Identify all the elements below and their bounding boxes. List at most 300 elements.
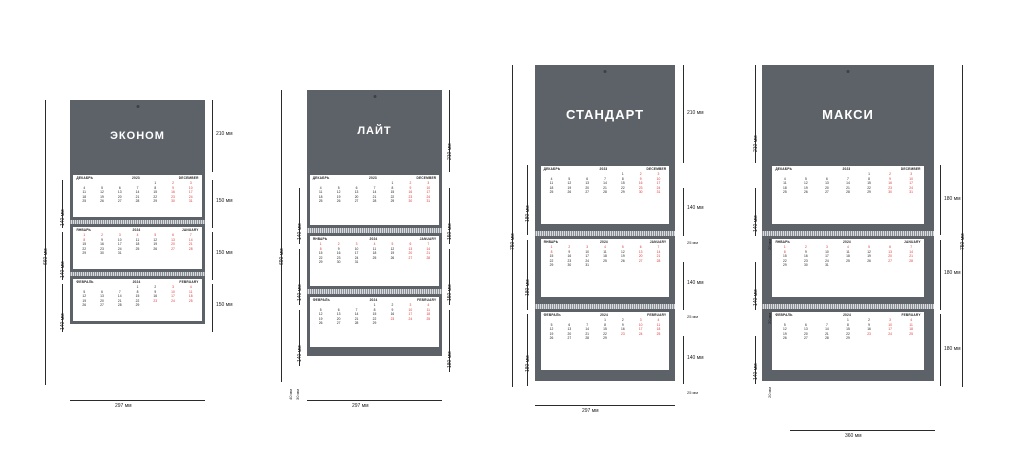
day-cell: 7: [847, 176, 849, 181]
month-year: 2024: [843, 240, 851, 244]
day-cell: 6: [337, 307, 340, 312]
day-cell: 19: [153, 242, 158, 247]
day-cell: 24: [638, 331, 643, 336]
day-cell: 30: [408, 199, 413, 204]
day-cell: 21: [909, 254, 913, 259]
day-cell: 30: [567, 263, 572, 268]
day-cell: 16: [390, 312, 395, 317]
day-cell: 6: [568, 322, 571, 327]
day-cell: 25: [82, 199, 87, 204]
day-cell: 7: [373, 185, 376, 190]
day-cell: 28: [135, 199, 140, 204]
day-cell: [146, 251, 164, 256]
day-cell: 12: [318, 312, 323, 317]
day-cell: 7: [826, 322, 828, 327]
day-cell: 2: [154, 285, 157, 289]
dim-line: [962, 65, 963, 387]
day-cell: 9: [804, 249, 807, 254]
dim-label-standard-small-3: 25 мм: [687, 390, 699, 395]
month-name-ru: ДЕКАБРЬ: [312, 176, 330, 180]
day-cell: 18: [426, 312, 431, 317]
lite-block-1: [307, 172, 442, 228]
day-cell: 11: [135, 237, 140, 242]
day-cell: 18: [318, 194, 323, 199]
day-cell: 14: [585, 327, 589, 332]
dim-line: [683, 65, 684, 163]
day-cell: 19: [100, 194, 104, 199]
day-cell: 16: [638, 181, 643, 186]
day-cell: 17: [585, 254, 589, 259]
day-cell: 27: [585, 190, 589, 195]
day-cell: 4: [783, 176, 786, 181]
day-cell: 8: [621, 176, 624, 181]
day-cell: 23: [336, 255, 341, 260]
month-name-en: JANUARY: [903, 240, 921, 244]
dim-label-standard-small-2: 25 мм: [687, 314, 699, 319]
day-cell: 2: [337, 242, 340, 246]
day-cell: 17: [171, 294, 175, 299]
month-name-ru: ЯНВАРЬ: [312, 237, 328, 241]
dim-line: [527, 240, 528, 310]
day-cell: 20: [336, 316, 341, 321]
day-cell: 9: [154, 289, 157, 294]
calendar-standard: [535, 65, 675, 381]
day-cell: 4: [319, 185, 322, 190]
day-cell: 31: [354, 260, 359, 265]
day-cell: 30: [171, 199, 175, 204]
day-cell: 1: [621, 172, 624, 176]
day-cell: 10: [825, 249, 829, 254]
dim-label-standard-total: 750 мм: [510, 233, 516, 250]
day-cell: 17: [117, 242, 122, 247]
day-cell: [859, 263, 880, 268]
day-cell: 21: [585, 331, 589, 336]
day-cell: 12: [336, 190, 341, 195]
day-cell: 7: [586, 322, 589, 327]
days-table: [543, 318, 668, 341]
maxi-block-3: [762, 309, 934, 381]
day-cell: 12: [100, 190, 104, 195]
month-year: 2024: [600, 240, 608, 244]
day-cell: 2: [568, 245, 571, 249]
dim-line: [212, 232, 213, 280]
day-cell: 17: [188, 190, 193, 195]
day-cell: 29: [372, 321, 377, 326]
dim-label-maxi-outer-1: 180 мм: [944, 196, 961, 202]
dim-line: [527, 165, 528, 235]
day-cell: 27: [638, 258, 643, 263]
day-cell: [632, 336, 650, 341]
day-cell: 2: [172, 181, 174, 185]
dim-label-econom-header: 210 мм: [216, 131, 233, 137]
day-cell: 4: [83, 185, 86, 190]
day-cell: 5: [550, 322, 553, 327]
day-cell: 14: [603, 181, 607, 186]
day-cell: 14: [909, 249, 913, 254]
day-cell: [419, 260, 437, 265]
day-cell: 23: [567, 258, 572, 263]
day-cell: 9: [621, 322, 624, 327]
day-cell: 25: [318, 199, 323, 204]
day-cell: 8: [550, 249, 553, 254]
dim-line: [527, 314, 528, 386]
day-cell: 8: [604, 322, 606, 327]
day-cell: 21: [603, 185, 607, 190]
day-cell: 1: [83, 233, 86, 237]
day-cell: 7: [136, 185, 139, 190]
day-cell: 4: [910, 318, 913, 322]
dim-label-lite-outer-2: 150 мм: [447, 284, 453, 301]
day-cell: 28: [603, 190, 607, 195]
day-cell: 24: [656, 185, 661, 190]
day-cell: 25: [656, 331, 661, 336]
day-cell: 14: [426, 246, 431, 251]
month-name-ru: ДЕКАБРЬ: [543, 167, 561, 171]
day-cell: 10: [888, 322, 892, 327]
dim-label-maxi-outer-3: 180 мм: [944, 346, 961, 352]
dim-line: [512, 65, 513, 387]
month-grid-january: [310, 236, 440, 286]
day-cell: 10: [638, 322, 643, 327]
dim-line: [683, 336, 684, 384]
day-cell: 16: [567, 254, 572, 259]
day-cell: 6: [409, 242, 412, 246]
day-cell: 27: [354, 199, 359, 204]
dim-label-econom-outer-3: 150 мм: [216, 302, 233, 308]
day-cell: 29: [603, 336, 607, 341]
day-cell: 26: [390, 255, 395, 260]
day-cell: 29: [153, 199, 158, 204]
day-cell: 6: [639, 245, 642, 249]
day-cell: 11: [372, 246, 377, 251]
day-cell: 4: [604, 245, 606, 249]
day-cell: 17: [656, 181, 661, 186]
day-cell: 5: [83, 289, 86, 294]
day-cell: 11: [603, 249, 607, 254]
day-cell: 31: [656, 190, 661, 195]
day-cell: 19: [620, 254, 625, 259]
day-cell: 5: [319, 307, 322, 312]
dim-line: [281, 90, 282, 382]
dim-label-lite-outer-3: 180 мм: [447, 351, 453, 368]
day-cell: 28: [354, 321, 359, 326]
maxi-block-1: [762, 163, 934, 231]
day-cell: 3: [910, 172, 913, 176]
day-cell: 19: [318, 316, 323, 321]
day-cell: 24: [585, 258, 589, 263]
day-cell: 15: [318, 251, 323, 256]
day-cell: 2: [101, 233, 103, 237]
day-cell: 12: [390, 246, 395, 251]
dim-label-lite-header: 210 мм: [447, 143, 453, 160]
day-cell: 3: [118, 233, 121, 237]
dim-line: [683, 188, 684, 236]
day-cell: 31: [585, 263, 589, 268]
day-cell: 29: [846, 336, 850, 341]
days-table: [312, 181, 438, 204]
maxi-title: МАКСИ: [822, 106, 874, 122]
day-cell: 22: [783, 258, 787, 263]
dim-label-econom-outer-1: 150 мм: [216, 198, 233, 204]
calendar-maxi: [762, 65, 934, 381]
day-cell: 1: [319, 242, 322, 246]
day-cell: 2: [391, 303, 394, 307]
day-cell: 13: [100, 294, 104, 299]
week-row: [543, 190, 668, 195]
day-cell: 20: [100, 298, 104, 303]
month-name-ru: ФЕВРАЛЬ: [543, 313, 561, 317]
day-cell: 12: [867, 249, 871, 254]
day-cell: 28: [585, 336, 589, 341]
day-cell: 13: [585, 181, 589, 186]
day-cell: 3: [826, 245, 828, 249]
day-cell: 7: [657, 245, 660, 249]
month-name-en: JANUARY: [181, 228, 199, 232]
month-name-ru: ЯНВАРЬ: [543, 240, 559, 244]
day-cell: 13: [567, 327, 572, 332]
day-cell: 5: [154, 233, 157, 237]
month-grid-february: [772, 312, 923, 370]
day-cell: 20: [585, 185, 589, 190]
day-cell: [383, 260, 401, 265]
day-cell: 15: [372, 312, 377, 317]
day-cell: 17: [638, 327, 643, 332]
day-cell: 5: [804, 176, 807, 181]
week-row: [75, 251, 199, 256]
dim-line: [535, 405, 675, 406]
day-cell: 24: [888, 331, 892, 336]
day-cell: 16: [408, 190, 413, 195]
day-cell: 7: [910, 245, 913, 249]
day-cell: 8: [847, 322, 849, 327]
dim-label-standard-header: 210 мм: [687, 110, 704, 116]
day-cell: 25: [783, 190, 787, 195]
day-cell: 5: [391, 242, 394, 246]
day-cell: [837, 263, 858, 268]
month-grid-december: [772, 166, 923, 224]
econom-block-2: [70, 224, 205, 272]
day-cell: [901, 263, 922, 268]
dim-label-maxi-block-1: 140 мм: [753, 215, 759, 232]
day-cell: 24: [408, 316, 413, 321]
day-cell: 29: [82, 251, 87, 256]
day-cell: 11: [426, 307, 431, 312]
day-cell: [401, 321, 419, 326]
days-table: [75, 285, 199, 308]
day-cell: 26: [567, 190, 572, 195]
day-cell: 29: [783, 263, 787, 268]
day-cell: 6: [172, 233, 174, 237]
day-cell: 16: [620, 327, 625, 332]
days-table: [543, 172, 668, 195]
day-cell: 2: [889, 172, 891, 176]
day-cell: 16: [804, 254, 808, 259]
day-cell: 18: [603, 254, 607, 259]
month-grid-february: [73, 279, 201, 321]
dim-label-econom-width: 297 мм: [115, 403, 132, 409]
days-table: [543, 245, 668, 268]
month-grid-february: [541, 312, 670, 370]
day-cell: 4: [550, 176, 553, 181]
day-cell: [596, 263, 614, 268]
day-cell: 3: [639, 318, 642, 322]
week-row: [312, 199, 438, 204]
month-year: 2023: [132, 176, 140, 180]
day-cell: 22: [390, 194, 395, 199]
day-cell: 27: [100, 303, 104, 308]
day-cell: 9: [337, 246, 340, 251]
day-cell: 9: [101, 237, 103, 242]
day-cell: 22: [318, 255, 323, 260]
day-cell: 12: [82, 294, 87, 299]
day-cell: 3: [889, 318, 891, 322]
day-cell: 21: [188, 242, 193, 247]
dim-label-standard-outer-3: 140 мм: [687, 355, 704, 361]
day-cell: 19: [783, 331, 787, 336]
dim-label-lite-block-1: 140 мм: [297, 223, 303, 240]
month-year: 2024: [600, 313, 608, 317]
day-cell: 28: [188, 246, 193, 251]
dim-label-standard-outer-1: 140 мм: [687, 205, 704, 211]
day-cell: 12: [783, 327, 787, 332]
week-row: [75, 303, 199, 308]
day-cell: 1: [373, 303, 376, 307]
month-name-en: DECEMBER: [416, 176, 437, 180]
day-cell: 24: [171, 298, 175, 303]
day-cell: 11: [82, 190, 86, 195]
day-cell: 8: [154, 185, 157, 190]
days-table: [312, 303, 438, 326]
calendar-lite: [307, 90, 442, 356]
day-cell: 9: [868, 322, 870, 327]
day-cell: 31: [426, 199, 431, 204]
day-cell: 26: [153, 246, 158, 251]
dim-label-econom-block-1: 140 мм: [60, 209, 66, 226]
day-cell: [164, 251, 182, 256]
day-cell: 14: [846, 181, 850, 186]
day-cell: 3: [172, 285, 174, 289]
day-cell: 23: [867, 331, 871, 336]
day-cell: 14: [117, 294, 122, 299]
dim-label-maxi-header: 210 мм: [753, 135, 759, 152]
day-cell: [401, 260, 419, 265]
month-grid-february: [310, 297, 440, 347]
day-cell: 27: [825, 190, 829, 195]
standard-title: СТАНДАРТ: [565, 106, 645, 122]
month-grid-december: [541, 166, 670, 224]
day-cell: 8: [391, 185, 394, 190]
day-cell: 22: [620, 185, 625, 190]
day-cell: 30: [638, 190, 643, 195]
day-cell: 15: [846, 327, 850, 332]
day-cell: 18: [549, 185, 554, 190]
day-cell: 21: [117, 298, 122, 303]
month-grid-january: [772, 239, 923, 297]
dim-line: [307, 400, 442, 401]
day-cell: 14: [656, 249, 661, 254]
day-cell: [632, 263, 650, 268]
dim-label-econom-total: 660 мм: [43, 248, 49, 265]
dim-label-econom-block-3: 140 мм: [60, 313, 66, 330]
day-cell: 24: [426, 194, 431, 199]
day-cell: 21: [426, 251, 431, 256]
day-cell: 2: [621, 318, 624, 322]
day-cell: 2: [804, 245, 807, 249]
day-cell: 7: [189, 233, 192, 237]
day-cell: 3: [355, 242, 358, 246]
day-cell: [366, 260, 384, 265]
day-cell: 19: [390, 251, 395, 256]
day-cell: 17: [354, 251, 359, 256]
day-cell: 17: [408, 312, 413, 317]
day-cell: 13: [408, 246, 413, 251]
hanging-hole-icon: [604, 70, 607, 73]
day-cell: 14: [135, 190, 140, 195]
day-cell: 31: [825, 263, 829, 268]
month-year: 2023: [599, 167, 608, 171]
month-name-ru: ФЕВРАЛЬ: [312, 298, 330, 302]
dim-label-econom-outer-2: 150 мм: [216, 250, 233, 256]
lite-title: ЛАЙТ: [357, 125, 392, 137]
day-cell: 16: [171, 190, 175, 195]
day-cell: 22: [549, 258, 554, 263]
day-cell: 27: [804, 336, 808, 341]
day-cell: 6: [586, 176, 589, 181]
day-cell: 18: [846, 254, 850, 259]
day-cell: 22: [603, 331, 607, 336]
day-cell: 23: [153, 298, 158, 303]
day-cell: 13: [888, 249, 892, 254]
day-cell: 17: [909, 181, 913, 186]
month-grid-december: [310, 175, 440, 225]
month-year: 2024: [369, 237, 378, 241]
day-cell: 9: [391, 307, 394, 312]
day-cell: 6: [118, 185, 121, 190]
month-year: 2023: [369, 176, 377, 180]
day-cell: 2: [868, 318, 870, 322]
day-cell: 9: [568, 249, 571, 254]
day-cell: 7: [118, 289, 121, 294]
day-cell: 10: [656, 176, 661, 181]
day-cell: 5: [337, 185, 340, 190]
day-cell: 29: [549, 263, 554, 268]
day-cell: [880, 263, 901, 268]
day-cell: [859, 336, 880, 341]
day-cell: 29: [620, 190, 625, 195]
day-cell: [650, 336, 668, 341]
day-cell: 28: [426, 255, 431, 260]
dim-label-maxi-small-3: 20 мм: [767, 386, 772, 398]
day-cell: 12: [620, 249, 625, 254]
day-cell: 15: [549, 254, 554, 259]
day-cell: 28: [825, 336, 829, 341]
day-cell: 28: [846, 190, 850, 195]
day-cell: 28: [909, 258, 913, 263]
day-cell: 20: [408, 251, 413, 256]
day-cell: 18: [135, 242, 140, 247]
month-name-en: FEBRUARY: [647, 313, 667, 317]
days-table: [774, 318, 921, 341]
month-name-en: DECEMBER: [900, 167, 921, 171]
month-year: 2024: [843, 313, 851, 317]
standard-block-3: [535, 309, 675, 381]
day-cell: 10: [117, 237, 122, 242]
day-cell: 15: [867, 181, 871, 186]
dim-line: [940, 314, 941, 386]
month-grid-december: [73, 175, 201, 217]
day-cell: 11: [783, 181, 787, 186]
day-cell: 24: [354, 255, 359, 260]
